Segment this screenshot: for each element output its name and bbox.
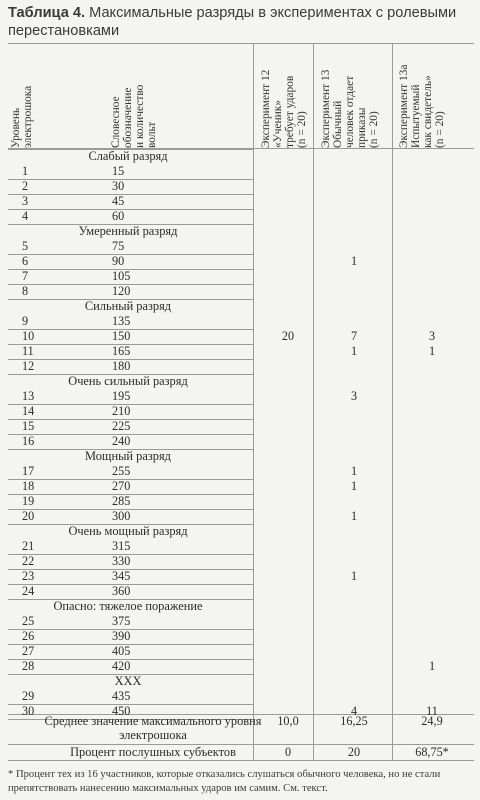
cell-volts: 300 [112, 509, 131, 523]
cell-exp13a: 3 [428, 329, 436, 343]
cell-exp13a [394, 539, 470, 554]
cell-volts: 255 [112, 464, 131, 478]
summary-mean-label: Среднее значение максимального уровня электрошока [44, 714, 262, 742]
section-heading: XXX [114, 674, 142, 688]
cell-exp13a [394, 629, 470, 644]
cell-volts: 60 [112, 209, 125, 223]
cell-exp13 [316, 179, 392, 194]
cell-exp13a [394, 179, 470, 194]
cell-level: 3 [22, 194, 29, 208]
cell-exp13 [316, 284, 392, 299]
cell-volts: 405 [112, 644, 131, 658]
cell-exp12 [262, 584, 314, 599]
cell-volts: 225 [112, 419, 131, 433]
cell-exp13a [394, 284, 470, 299]
summary-obedient-exp13a: 68,75* [415, 745, 449, 759]
cell-exp13a [394, 254, 470, 269]
cell-exp13a [394, 359, 470, 374]
cell-exp12 [262, 494, 314, 509]
table-caption-label: Таблица 4. [8, 5, 86, 21]
cell-exp12 [262, 284, 314, 299]
cell-exp13: 1 [350, 509, 358, 523]
cell-exp13 [316, 554, 392, 569]
section-heading: Слабый разряд [88, 149, 168, 163]
cell-exp12 [262, 314, 314, 329]
cell-level: 29 [22, 689, 35, 703]
cell-exp13 [316, 359, 392, 374]
cell-exp12 [262, 644, 314, 659]
cell-level: 21 [22, 539, 35, 553]
cell-level: 17 [22, 464, 35, 478]
cell-exp13: 1 [350, 569, 358, 583]
cell-exp13 [316, 164, 392, 179]
cell-exp13a [394, 554, 470, 569]
cell-exp13a [394, 509, 470, 524]
summary-obedient-exp12: 0 [284, 745, 292, 759]
cell-exp13a: 11 [426, 704, 438, 718]
cell-volts: 75 [112, 239, 125, 253]
table-caption [8, 4, 472, 40]
cell-level: 23 [22, 569, 35, 583]
cell-level: 26 [22, 629, 35, 643]
header-level-line-1: Уровень [10, 107, 22, 148]
cell-exp12 [262, 389, 314, 404]
cell-level: 6 [22, 254, 29, 268]
header-verbal [110, 85, 158, 148]
cell-exp12 [262, 479, 314, 494]
cell-level: 2 [22, 179, 29, 193]
cell-volts: 120 [112, 284, 131, 298]
cell-level: 8 [22, 284, 29, 298]
cell-exp12 [262, 464, 314, 479]
cell-level: 20 [22, 509, 35, 523]
cell-level: 27 [22, 644, 35, 658]
cell-exp13 [316, 659, 392, 674]
cell-level: 16 [22, 434, 35, 448]
cell-volts: 360 [112, 584, 131, 598]
cell-exp12 [262, 539, 314, 554]
cell-exp12 [262, 344, 314, 359]
header-verbal-line-2: обозначение [122, 87, 134, 148]
header-exp13-line-5: (n = 20) [368, 111, 380, 148]
cell-level: 10 [22, 329, 35, 343]
cell-volts: 345 [112, 569, 131, 583]
header-exp13-line-1: Эксперимент 13 [320, 69, 332, 148]
cell-level: 22 [22, 554, 35, 568]
header-verbal-line-3: и количество [134, 84, 146, 148]
footnote: * Процент тех из 16 участников, которые отказались слушаться обычного человека, но не стали препятствовать нанесению максимальных ударов им самим. См. текст. [8, 769, 441, 794]
cell-volts: 135 [112, 314, 131, 328]
cell-level: 15 [22, 419, 35, 433]
cell-exp13 [316, 689, 392, 704]
cell-volts: 285 [112, 494, 131, 508]
cell-exp12 [262, 269, 314, 284]
cell-exp13a [394, 644, 470, 659]
section-heading: Сильный разряд [84, 299, 172, 313]
cell-exp13: 1 [350, 479, 358, 493]
cell-exp13a [394, 569, 470, 584]
column-divider [392, 43, 393, 760]
cell-volts: 90 [112, 254, 125, 268]
cell-exp12 [262, 569, 314, 584]
table-top-rule [8, 43, 474, 44]
cell-level: 7 [22, 269, 29, 283]
cell-level: 24 [22, 584, 35, 598]
cell-exp13a: 1 [428, 344, 436, 358]
cell-exp13 [316, 644, 392, 659]
cell-exp13a [394, 194, 470, 209]
cell-volts: 450 [112, 704, 131, 718]
cell-exp12 [262, 359, 314, 374]
cell-volts: 240 [112, 434, 131, 448]
cell-level: 14 [22, 404, 35, 418]
header-exp12-line-1: Эксперимент 12 [260, 69, 272, 148]
cell-exp13 [316, 314, 392, 329]
header-exp13a-line-4: (n = 20) [434, 111, 446, 148]
cell-exp13 [316, 209, 392, 224]
cell-exp13a [394, 404, 470, 419]
cell-level: 25 [22, 614, 35, 628]
header-exp13a-line-2: Испытуемый [410, 84, 422, 148]
cell-level: 4 [22, 209, 29, 223]
cell-exp13a [394, 209, 470, 224]
cell-exp13a [394, 584, 470, 599]
header-verbal-line-1: Словесное [110, 96, 122, 148]
cell-exp13a [394, 494, 470, 509]
cell-level: 12 [22, 359, 35, 373]
cell-volts: 195 [112, 389, 131, 403]
header-exp13-line-2: Обычный [332, 100, 344, 148]
section-heading: Опасно: тяжелое поражение [53, 599, 203, 613]
cell-level: 1 [22, 164, 29, 178]
section-heading: Очень мощный разряд [68, 524, 188, 538]
table-caption-title: Максимальные разряды в экспериментах с ролевыми перестановками [8, 5, 457, 39]
section-heading: Очень сильный разряд [68, 374, 188, 388]
table-bottom-rule [8, 760, 474, 761]
cell-exp13 [316, 584, 392, 599]
cell-volts: 390 [112, 629, 131, 643]
header-level-line-2: электрошока [22, 85, 34, 148]
header-exp12-line-3: требует ударов [284, 75, 296, 148]
cell-exp12 [262, 659, 314, 674]
cell-level: 9 [22, 314, 29, 328]
cell-exp13 [316, 269, 392, 284]
cell-level: 30 [22, 704, 35, 718]
cell-exp13: 4 [350, 704, 358, 718]
cell-exp13: 1 [350, 254, 358, 268]
cell-level: 5 [22, 239, 29, 253]
cell-exp13a: 1 [428, 659, 436, 673]
section-heading: Умеренный разряд [78, 224, 178, 238]
cell-exp13: 7 [350, 329, 358, 343]
summary-mean-exp12: 10,0 [277, 714, 299, 728]
cell-exp13 [316, 194, 392, 209]
summary-obedient-exp13: 20 [347, 745, 361, 759]
cell-volts: 435 [112, 689, 131, 703]
header-level [10, 86, 34, 148]
header-exp13a-line-1: Эксперимент 13а [398, 64, 410, 148]
cell-volts: 180 [112, 359, 131, 373]
cell-exp13 [316, 629, 392, 644]
cell-volts: 15 [112, 164, 125, 178]
cell-exp13 [316, 539, 392, 554]
header-exp13 [320, 70, 380, 148]
cell-level: 11 [22, 344, 34, 358]
section-heading: Мощный разряд [85, 449, 171, 463]
cell-volts: 420 [112, 659, 131, 673]
header-verbal-line-4: вольт [146, 121, 158, 148]
cell-exp12 [262, 209, 314, 224]
cell-exp13a [394, 614, 470, 629]
header-exp12 [260, 70, 308, 148]
cell-exp13a [394, 239, 470, 254]
cell-exp13 [316, 239, 392, 254]
cell-exp13a [394, 464, 470, 479]
cell-exp12 [262, 689, 314, 704]
cell-exp12 [262, 509, 314, 524]
cell-volts: 30 [112, 179, 125, 193]
cell-exp12 [262, 614, 314, 629]
cell-exp12 [262, 194, 314, 209]
cell-volts: 105 [112, 269, 131, 283]
cell-exp13 [316, 434, 392, 449]
cell-exp13a [394, 164, 470, 179]
cell-volts: 45 [112, 194, 125, 208]
header-exp13-line-4: приказы [356, 107, 368, 148]
cell-volts: 270 [112, 479, 131, 493]
cell-exp12 [262, 629, 314, 644]
cell-level: 18 [22, 479, 35, 493]
cell-exp12 [262, 404, 314, 419]
cell-exp13a [394, 269, 470, 284]
cell-exp13 [316, 494, 392, 509]
cell-level: 28 [22, 659, 35, 673]
cell-volts: 210 [112, 404, 131, 418]
cell-exp13: 1 [350, 464, 358, 478]
cell-exp13a [394, 314, 470, 329]
header-exp13a-line-3: как свидетель» [422, 75, 434, 148]
summary-mean-exp13a: 24,9 [421, 714, 443, 728]
cell-exp12 [262, 419, 314, 434]
cell-volts: 165 [112, 344, 131, 358]
cell-volts: 315 [112, 539, 131, 553]
cell-level: 13 [22, 389, 35, 403]
cell-exp13 [316, 404, 392, 419]
cell-exp12 [262, 554, 314, 569]
cell-volts: 150 [112, 329, 131, 343]
cell-exp13a [394, 434, 470, 449]
cell-exp13 [316, 419, 392, 434]
cell-exp13a [394, 419, 470, 434]
cell-exp12: 20 [281, 329, 295, 343]
cell-volts: 330 [112, 554, 131, 568]
header-exp13a [398, 65, 446, 148]
cell-exp12 [262, 254, 314, 269]
cell-level: 19 [22, 494, 35, 508]
cell-exp12 [262, 239, 314, 254]
cell-exp13 [316, 614, 392, 629]
cell-exp12 [262, 434, 314, 449]
summary-obedient-label: Процент послушных субъектов [70, 745, 236, 759]
header-exp12-line-4: (n = 20) [296, 111, 308, 148]
header-exp12-line-2: «Ученик» [272, 100, 284, 148]
cell-exp13a [394, 689, 470, 704]
cell-exp13a [394, 479, 470, 494]
header-exp13-line-3: человек отдает [344, 75, 356, 148]
cell-exp13: 1 [350, 344, 358, 358]
summary-mean-exp13: 16,25 [340, 714, 368, 728]
cell-exp13a [394, 389, 470, 404]
cell-exp13: 3 [350, 389, 358, 403]
column-divider [253, 43, 254, 760]
cell-exp12 [262, 164, 314, 179]
cell-exp12 [262, 179, 314, 194]
cell-volts: 375 [112, 614, 131, 628]
